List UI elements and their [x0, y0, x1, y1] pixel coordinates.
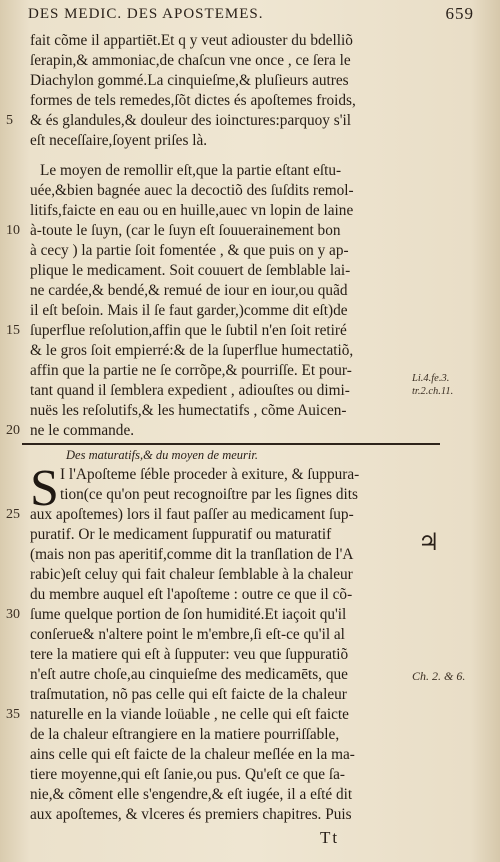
section-rule [22, 443, 440, 445]
text-line: plique le medicament. Soit couuert de ſemblable lai- [30, 262, 351, 279]
text-line: Le moyen de remollir eſt,que la partie eſtant eſtu- [40, 162, 342, 179]
text-line: ſerapin,& ammoniac,de chaſcun vne once , ce ſera le [30, 52, 351, 69]
text-line: à cecy ) la partie ſoit fomentée , & que puis on y ap- [30, 242, 349, 259]
line-number: 25 [6, 507, 20, 522]
line-number: 30 [6, 607, 20, 622]
running-header [28, 4, 474, 26]
text-line: Diachylon gommé.La cinquieſme,& pluſieurs autres [30, 72, 349, 89]
text-line: & le gros ſoit empierré:& de la ſuperflue humectatiõ, [30, 342, 354, 359]
text-line: nie,& cõment elle s'engendre,& eſt iugée, il a eſté dit [30, 786, 353, 803]
text-line: (mais non pas aperitif,comme dit la tranſlation de l'A [30, 546, 354, 563]
text-line: rabic)eſt celuy qui fait chaleur ſemblable à la chaleur [30, 566, 353, 583]
line-number: 35 [6, 707, 20, 722]
text-line: & és glandules,& douleur des ioinctures:parquoy s'il [30, 112, 351, 129]
line-number: 15 [6, 323, 20, 338]
margin-note [412, 372, 453, 398]
text-line: puratif. Or le medicament ſuppuratif ou maturatif [30, 526, 332, 543]
page-number: 659 [445, 4, 474, 23]
jupiter-symbol: ♃ [418, 528, 440, 556]
text-line: conſerue& n'altere point le m'embre,ſi eſt-ce qu'il al [30, 626, 345, 643]
text-line: tion(ce qu'on peut recognoiſtre par les ſignes dits [60, 486, 358, 503]
margin-note-line: Li.4.fe.3. [412, 373, 450, 384]
margin-note: Ch. 2. & 6. [412, 669, 466, 683]
text-line: aux apoſtemes, & vlceres és premiers chapitres. Puis [30, 806, 352, 823]
text-line: tiere moyenne,qui eſt ſanie,ou pus. Qu'eſt ce que ſa- [30, 766, 345, 783]
line-number: 5 [6, 113, 13, 128]
text-line: litifs,faicte en eau ou en huille,auec vn lopin de laine [30, 202, 354, 219]
text-line: aux apoſtemes) lors il faut paſſer au medicament ſup- [30, 506, 354, 523]
text-line: n'eſt autre choſe,au cinquieſme des medicamēts, que [30, 666, 348, 683]
text-line: traſmutation, nõ pas celle qui eſt faicte de la chaleur [30, 686, 347, 703]
running-title: DES MEDIC. DES APOSTEMES. [28, 6, 264, 22]
text-line: uée,&bien bagnée auec la decoctiõ des ſuſdits remol- [30, 182, 354, 199]
margin-note-line: tr.2.ch.11. [412, 386, 454, 397]
text-line: ains celle qui eſt faicte de la chaleur meſlée en la ma- [30, 746, 355, 763]
catchword: Tt [320, 828, 340, 847]
text-line: tere la matiere qui eſt à ſupputer: veu que ſuppuratiõ [30, 646, 349, 663]
text-line: il eſt beſoin. Mais il ſe faut garder,)comme dit eſt)de [30, 302, 348, 319]
text-line: naturelle en la viande loüable , ne celle qui eſt faicte [30, 706, 349, 723]
line-number: 10 [6, 223, 20, 238]
text-line: nuës les reſolutifs,& les humectatifs , cõme Auicen- [30, 402, 347, 419]
text-line: du membre auquel eſt l'apoſteme : outre ce que il cõ- [30, 586, 353, 603]
text-line: ſume quelque portion de ſon humidité.Et iaçoit qu'il [30, 606, 347, 623]
text-line: de la chaleur eſtrangiere en la matiere pourriſſable, [30, 726, 340, 743]
line-number: 20 [6, 423, 20, 438]
section-title: Des maturatifs,& du moyen de meurir. [66, 448, 258, 462]
drop-cap: S [30, 460, 59, 517]
text-line: I l'Apoſteme ſéble proceder à exiture, & ſuppura- [60, 466, 360, 483]
text-line: ne cardée,& bendé,& remué de iour en iour,ou quãd [30, 282, 348, 299]
text-line: à-toute le ſuyn, (car le ſuyn eſt ſouuerainement bon [30, 222, 341, 239]
text-line: ne le commande. [30, 422, 135, 439]
text-line: eſt neceſſaire,ſoyent priſes là. [30, 132, 208, 149]
text-line: ſuperflue reſolution,affin que le ſubtil n'en ſoit retiré [30, 322, 347, 339]
text-line: tant quand il ſemblera expedient , adiouſtes ou dimi- [30, 382, 350, 399]
text-line: formes de tels remedes,ſõt dictes és apoſtemes froids, [30, 92, 356, 109]
text-line: affin que la partie ne ſe corrõpe,& pourriſſe. Et pour- [30, 362, 352, 379]
text-line: fait cõme il appartiēt.Et q y veut adiouster du bdelliõ [30, 32, 353, 49]
